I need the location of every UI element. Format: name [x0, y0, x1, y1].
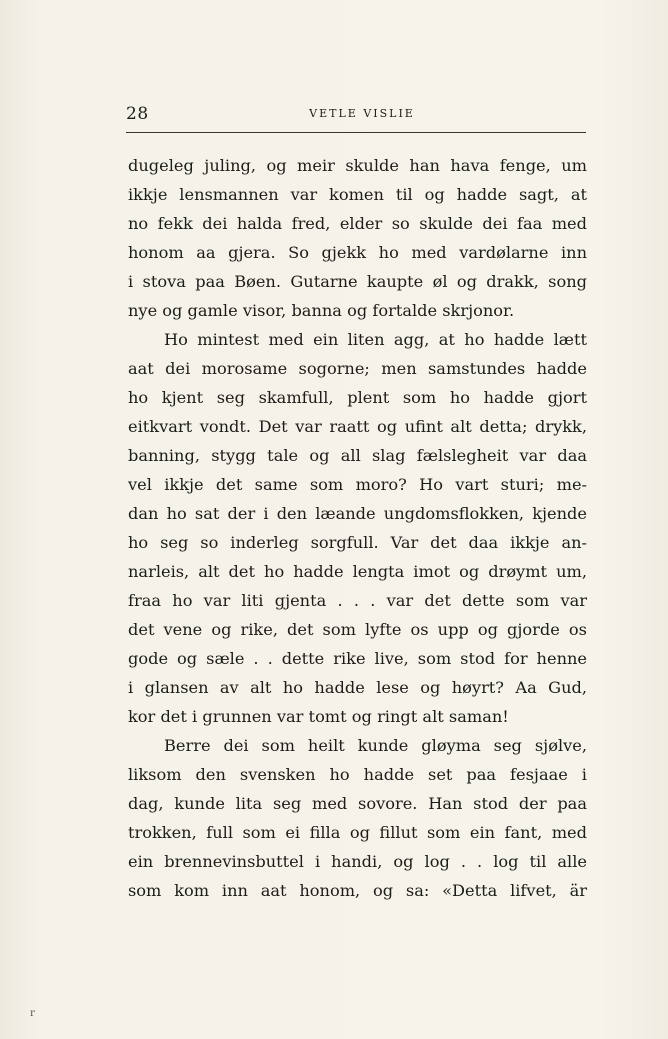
text-line: aat dei morosame sogorne; men samstundes hadde [128, 359, 587, 378]
header-rule [126, 132, 586, 133]
text-line: ein brennevinsbuttel i handi, og log . . log til alle [128, 852, 587, 871]
text-line: dag, kunde lita seg med sovore. Han stod der paa [128, 794, 587, 813]
text-line: Berre dei som heilt kunde gløyma seg sjølve, [164, 736, 587, 755]
text-line: nye og gamle visor, banna og fortalde skrjonor. [128, 301, 515, 320]
page-header [126, 104, 586, 134]
text-line: fraa ho var liti gjenta . . . var det dette som var [128, 591, 587, 610]
text-line: trokken, full som ei filla og fillut som ein fant, med [128, 823, 587, 842]
text-line: det vene og rike, det som lyfte os upp og gjorde os [128, 620, 587, 639]
text-line: no fekk dei halda fred, elder so skulde dei faa med [128, 214, 587, 233]
margin-mark: r [30, 1008, 35, 1019]
text-line: gode og sæle . . dette rike live, som stod for henne [128, 649, 587, 668]
text-line: dan ho sat der i den læande ungdomsflokken, kjende [128, 504, 587, 523]
text-line: som kom inn aat honom, og sa: «Detta lifvet, är [128, 881, 587, 900]
text-line: ho kjent seg skamfull, plent som ho hadde gjort [128, 388, 587, 407]
text-line: i stova paa Bøen. Gutarne kaupte øl og drakk, song [128, 272, 587, 291]
text-line: ikkje lensmannen var komen til og hadde sagt, at [128, 185, 587, 204]
text-line: eitkvart vondt. Det var raatt og ufint alt detta; drykk, [128, 417, 587, 436]
text-line: vel ikkje det same som moro? Ho vart sturi; me- [128, 475, 587, 494]
text-line: i glansen av alt ho hadde lese og høyrt? Aa Gud, [128, 678, 587, 697]
text-line: dugeleg juling, og meir skulde han hava fenge, um [128, 156, 587, 175]
running-title: VETLE VISLIE [309, 107, 415, 120]
text-line: kor det i grunnen var tomt og ringt alt saman! [128, 707, 509, 726]
text-line: honom aa gjera. So gjekk ho med vardølarne inn [128, 243, 587, 262]
text-line: banning, stygg tale og all slag fælslegheit var daa [128, 446, 587, 465]
text-line: Ho mintest med ein liten agg, at ho hadde lætt [164, 330, 587, 349]
text-line: ho seg so inderleg sorgfull. Var det daa ikkje an- [128, 533, 587, 552]
page-number: 28 [126, 104, 149, 124]
text-line: narleis, alt det ho hadde lengta imot og drøymt um, [128, 562, 587, 581]
text-line: liksom den svensken ho hadde set paa fesjaae i [128, 765, 587, 784]
body-text [128, 151, 587, 905]
